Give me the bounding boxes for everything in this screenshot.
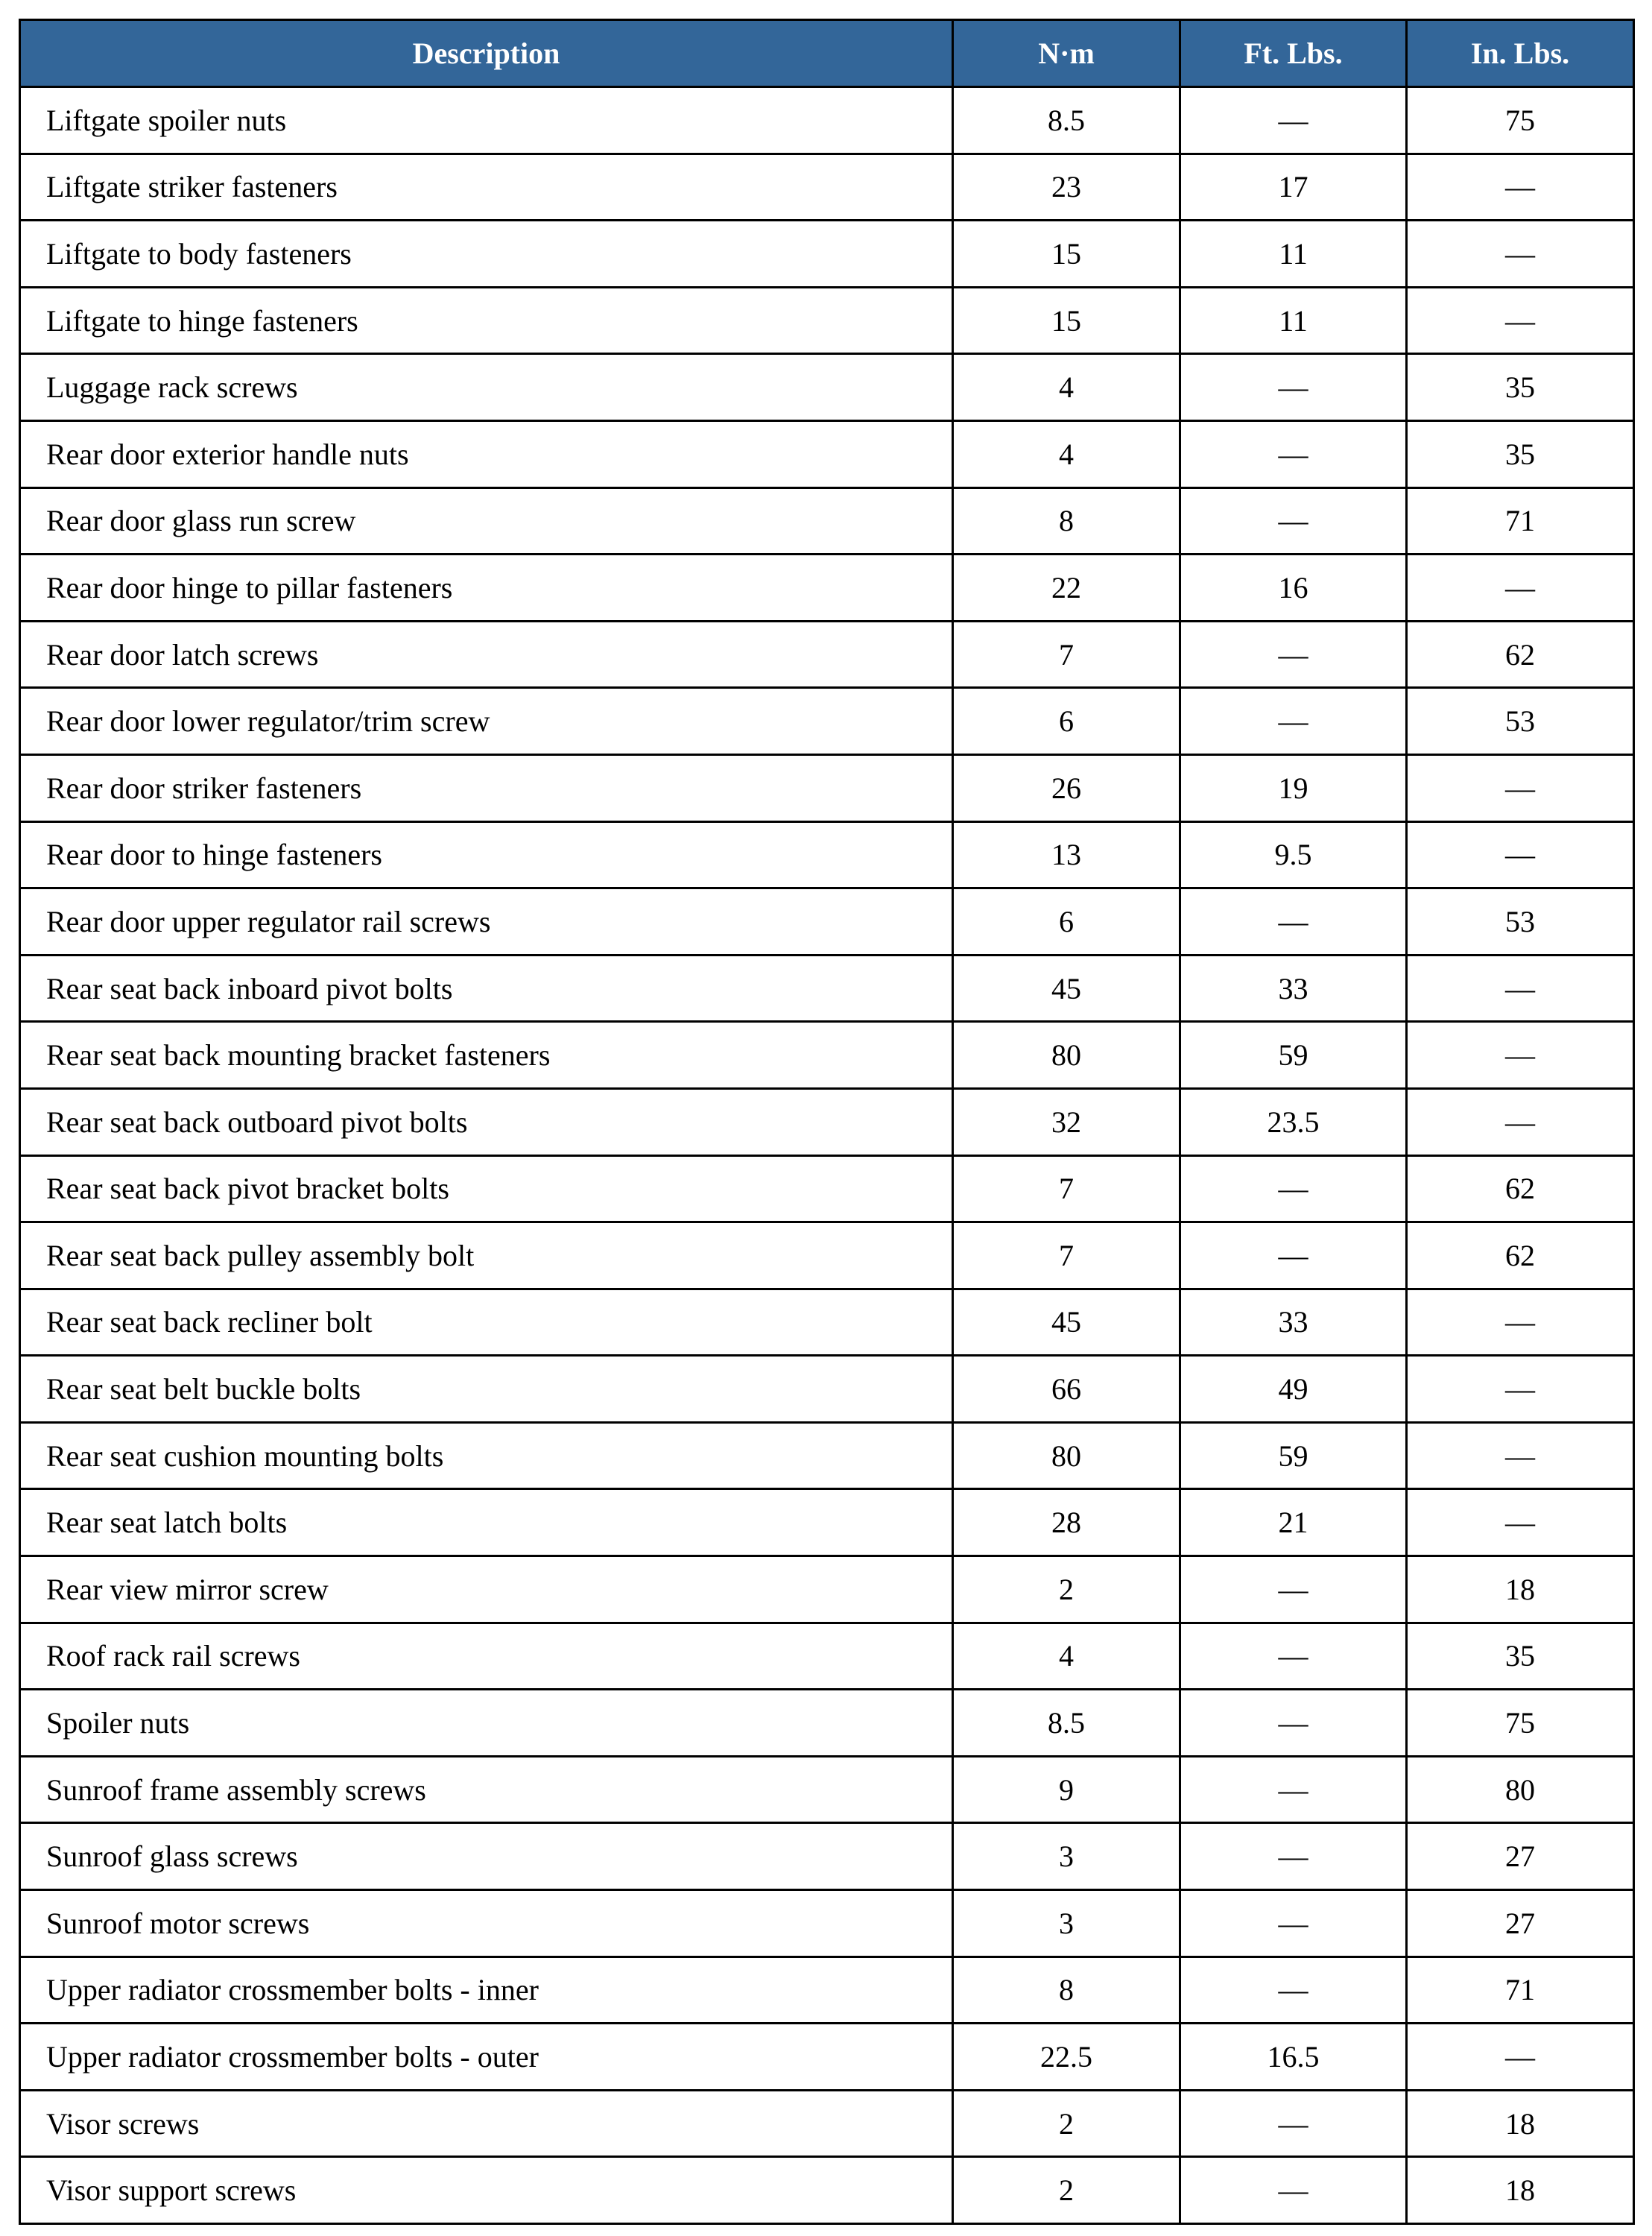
cell-ft-lbs: — [1180,1556,1407,1623]
cell-nm: 15 [953,287,1180,354]
cell-in-lbs: 71 [1407,487,1634,555]
cell-nm: 80 [953,1422,1180,1489]
cell-description: Rear seat latch bolts [20,1489,953,1556]
cell-ft-lbs: 59 [1180,1022,1407,1089]
cell-description: Luggage rack screws [20,354,953,421]
cell-description: Liftgate striker fasteners [20,154,953,221]
cell-description: Rear door striker fasteners [20,754,953,821]
cell-description: Rear door lower regulator/trim screw [20,688,953,755]
cell-nm: 2 [953,2157,1180,2224]
cell-in-lbs: 35 [1407,420,1634,487]
cell-nm: 23 [953,154,1180,221]
table-row [20,555,1634,622]
cell-ft-lbs: 49 [1180,1356,1407,1423]
cell-nm: 45 [953,955,1180,1022]
cell-description: Rear view mirror screw [20,1556,953,1623]
table-row [20,1289,1634,1356]
cell-nm: 7 [953,1222,1180,1289]
cell-description: Rear door upper regulator rail screws [20,888,953,956]
cell-nm: 8 [953,487,1180,555]
cell-ft-lbs: — [1180,1890,1407,1957]
cell-in-lbs: — [1407,555,1634,622]
table-row [20,2157,1634,2224]
table-row [20,1823,1634,1890]
cell-nm: 3 [953,1823,1180,1890]
header-row [20,20,1634,87]
cell-in-lbs: 75 [1407,1690,1634,1757]
table-row [20,1155,1634,1222]
table-row [20,1489,1634,1556]
cell-in-lbs: — [1407,1489,1634,1556]
cell-ft-lbs: — [1180,487,1407,555]
cell-description: Rear seat back recliner bolt [20,1289,953,1356]
table-row [20,754,1634,821]
cell-ft-lbs: — [1180,888,1407,956]
cell-in-lbs: 53 [1407,688,1634,755]
cell-nm: 2 [953,2090,1180,2157]
cell-description: Rear seat back pivot bracket bolts [20,1155,953,1222]
cell-ft-lbs: 11 [1180,221,1407,288]
cell-in-lbs: 27 [1407,1823,1634,1890]
cell-in-lbs: — [1407,1356,1634,1423]
cell-description: Roof rack rail screws [20,1623,953,1690]
table-row [20,1022,1634,1089]
table-row [20,821,1634,888]
cell-ft-lbs: — [1180,420,1407,487]
column-header-in-lbs: In. Lbs. [1407,20,1634,87]
cell-ft-lbs: 59 [1180,1422,1407,1489]
cell-in-lbs: 53 [1407,888,1634,956]
cell-ft-lbs: 11 [1180,287,1407,354]
cell-nm: 66 [953,1356,1180,1423]
cell-ft-lbs: — [1180,2090,1407,2157]
cell-ft-lbs: — [1180,621,1407,688]
cell-in-lbs: 18 [1407,2090,1634,2157]
cell-ft-lbs: — [1180,1823,1407,1890]
cell-description: Upper radiator crossmember bolts - outer [20,2024,953,2091]
cell-in-lbs: 80 [1407,1756,1634,1823]
cell-ft-lbs: 16 [1180,555,1407,622]
table-row [20,1422,1634,1489]
table-row [20,2024,1634,2091]
cell-in-lbs: 62 [1407,1155,1634,1222]
cell-nm: 26 [953,754,1180,821]
cell-in-lbs: — [1407,2024,1634,2091]
cell-description: Sunroof glass screws [20,1823,953,1890]
cell-in-lbs: 35 [1407,354,1634,421]
cell-in-lbs: 35 [1407,1623,1634,1690]
cell-description: Sunroof frame assembly screws [20,1756,953,1823]
cell-in-lbs: 27 [1407,1890,1634,1957]
cell-in-lbs: — [1407,1088,1634,1155]
cell-description: Rear seat cushion mounting bolts [20,1422,953,1489]
cell-nm: 8.5 [953,1690,1180,1757]
cell-description: Rear door exterior handle nuts [20,420,953,487]
cell-description: Liftgate to hinge fasteners [20,287,953,354]
table-body [20,87,1634,2224]
table-row [20,621,1634,688]
cell-in-lbs: — [1407,955,1634,1022]
table-row [20,87,1634,154]
table-row [20,688,1634,755]
cell-ft-lbs: — [1180,87,1407,154]
cell-nm: 15 [953,221,1180,288]
table-header [20,20,1634,87]
table-row [20,1222,1634,1289]
cell-ft-lbs: — [1180,1756,1407,1823]
cell-nm: 2 [953,1556,1180,1623]
cell-in-lbs: 71 [1407,1956,1634,2024]
cell-in-lbs: — [1407,821,1634,888]
table-row [20,955,1634,1022]
cell-in-lbs: — [1407,287,1634,354]
cell-in-lbs: — [1407,1422,1634,1489]
cell-ft-lbs: 9.5 [1180,821,1407,888]
cell-nm: 3 [953,1890,1180,1957]
table-row [20,420,1634,487]
cell-nm: 28 [953,1489,1180,1556]
torque-spec-table [19,19,1635,2225]
cell-nm: 9 [953,1756,1180,1823]
cell-ft-lbs: — [1180,688,1407,755]
cell-ft-lbs: — [1180,1623,1407,1690]
column-header-ft-lbs: Ft. Lbs. [1180,20,1407,87]
cell-nm: 7 [953,1155,1180,1222]
table-row [20,354,1634,421]
cell-in-lbs: — [1407,1022,1634,1089]
cell-nm: 45 [953,1289,1180,1356]
cell-ft-lbs: 17 [1180,154,1407,221]
cell-nm: 4 [953,420,1180,487]
cell-nm: 80 [953,1022,1180,1089]
cell-ft-lbs: 21 [1180,1489,1407,1556]
cell-description: Rear door to hinge fasteners [20,821,953,888]
cell-in-lbs: — [1407,154,1634,221]
cell-description: Liftgate spoiler nuts [20,87,953,154]
cell-in-lbs: — [1407,754,1634,821]
cell-nm: 8 [953,1956,1180,2024]
table-row [20,1088,1634,1155]
column-header-nm: N·m [953,20,1180,87]
cell-in-lbs: 18 [1407,1556,1634,1623]
table-row [20,2090,1634,2157]
table-row [20,1956,1634,2024]
cell-nm: 8.5 [953,87,1180,154]
cell-description: Rear seat back pulley assembly bolt [20,1222,953,1289]
cell-in-lbs: — [1407,221,1634,288]
cell-nm: 4 [953,1623,1180,1690]
cell-ft-lbs: 16.5 [1180,2024,1407,2091]
table-row [20,1890,1634,1957]
cell-nm: 22.5 [953,2024,1180,2091]
table-row [20,1356,1634,1423]
cell-description: Spoiler nuts [20,1690,953,1757]
cell-ft-lbs: — [1180,1956,1407,2024]
cell-nm: 13 [953,821,1180,888]
cell-nm: 32 [953,1088,1180,1155]
table-row [20,1690,1634,1757]
cell-ft-lbs: 23.5 [1180,1088,1407,1155]
cell-description: Rear seat belt buckle bolts [20,1356,953,1423]
cell-description: Rear seat back mounting bracket fasteners [20,1022,953,1089]
cell-description: Rear door glass run screw [20,487,953,555]
table-row [20,1623,1634,1690]
cell-nm: 6 [953,888,1180,956]
cell-ft-lbs: 33 [1180,1289,1407,1356]
cell-ft-lbs: — [1180,2157,1407,2224]
cell-nm: 22 [953,555,1180,622]
cell-nm: 7 [953,621,1180,688]
cell-description: Rear seat back inboard pivot bolts [20,955,953,1022]
table-row [20,221,1634,288]
cell-description: Visor support screws [20,2157,953,2224]
cell-in-lbs: — [1407,1289,1634,1356]
cell-description: Sunroof motor screws [20,1890,953,1957]
cell-ft-lbs: — [1180,354,1407,421]
cell-description: Rear door latch screws [20,621,953,688]
cell-in-lbs: 75 [1407,87,1634,154]
cell-nm: 4 [953,354,1180,421]
cell-nm: 6 [953,688,1180,755]
cell-ft-lbs: 33 [1180,955,1407,1022]
cell-ft-lbs: — [1180,1690,1407,1757]
table-row [20,1556,1634,1623]
cell-in-lbs: 18 [1407,2157,1634,2224]
cell-description: Rear door hinge to pillar fasteners [20,555,953,622]
cell-in-lbs: 62 [1407,621,1634,688]
cell-in-lbs: 62 [1407,1222,1634,1289]
cell-description: Visor screws [20,2090,953,2157]
table-row [20,888,1634,956]
column-header-description: Description [20,20,953,87]
cell-ft-lbs: 19 [1180,754,1407,821]
cell-ft-lbs: — [1180,1222,1407,1289]
table-row [20,287,1634,354]
cell-description: Upper radiator crossmember bolts - inner [20,1956,953,2024]
cell-ft-lbs: — [1180,1155,1407,1222]
table-row [20,154,1634,221]
cell-description: Liftgate to body fasteners [20,221,953,288]
table-row [20,1756,1634,1823]
table-row [20,487,1634,555]
cell-description: Rear seat back outboard pivot bolts [20,1088,953,1155]
